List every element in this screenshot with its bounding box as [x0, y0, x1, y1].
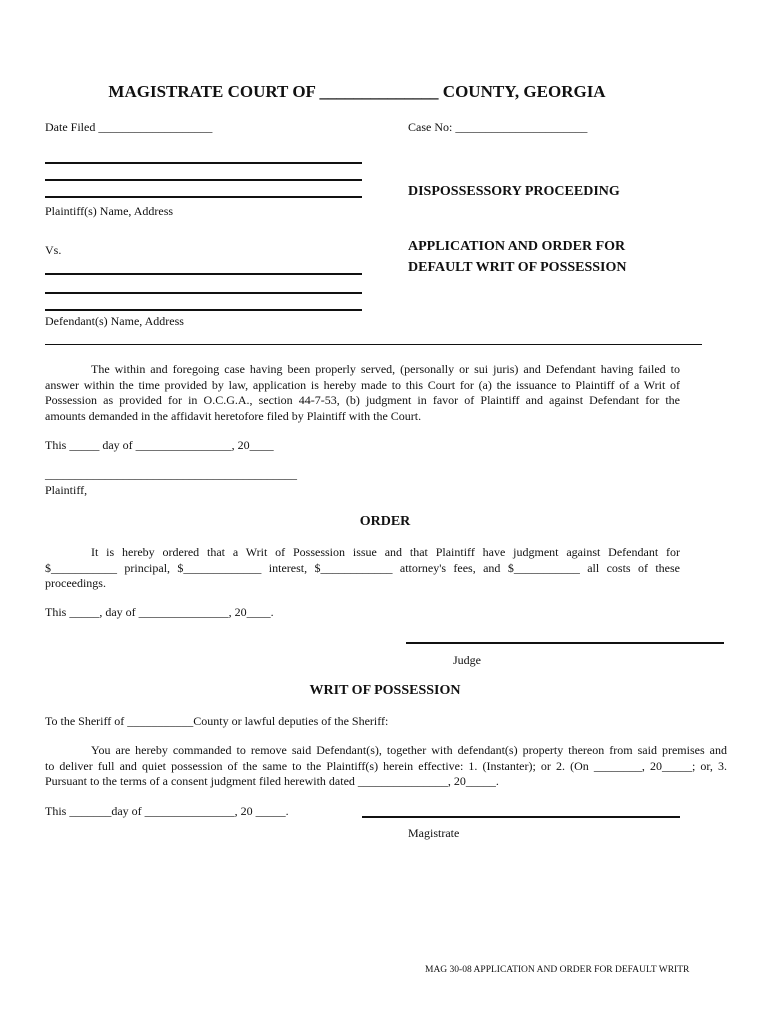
date-filed: Date Filed ___________________ [45, 120, 213, 134]
defendant-line-3 [45, 309, 362, 311]
writ-paragraph-line: You are hereby commanded to remove said Defendant(s), together with defendant(s) property thereon from said premises and [91, 743, 727, 757]
form-id-footer: MAG 30-08 APPLICATION AND ORDER FOR DEFAULT WRITR [425, 965, 690, 975]
judge-label: Judge [453, 653, 481, 667]
plaintiff-label: Plaintiff(s) Name, Address [45, 204, 174, 218]
plaintiff-signature-label: Plaintiff, [45, 483, 88, 497]
plaintiff-line-3 [45, 196, 362, 198]
proceeding-title: DISPOSSESSORY PROCEEDING [408, 184, 620, 199]
writ-paragraph [45, 743, 727, 790]
order-paragraph-line: It is hereby ordered that a Writ of Possession issue and that Plaintiff have judgment against Defendant for [91, 545, 680, 559]
application-paragraph-line: amounts demanded in the affidavit heretofore filed by Plaintiff with the Court. [45, 408, 422, 423]
writ-to-sheriff: To the Sheriff of ___________County or lawful deputies of the Sheriff: [45, 714, 389, 728]
order-date-line: This _____, day of _______________, 20____. [45, 605, 274, 619]
court-title: MAGISTRATE COURT OF ______________ COUNTY, GEORGIA [108, 82, 606, 101]
application-date-line: This _____ day of ________________, 20____ [45, 438, 274, 452]
versus-label: Vs. [45, 243, 62, 257]
writ-paragraph-line: Pursuant to the terms of a consent judgment filed herewith dated _______________, 20_____. [45, 774, 499, 788]
order-paragraph-line: proceedings. [45, 576, 106, 590]
plaintiff-line-1 [45, 162, 362, 164]
application-paragraph [45, 362, 680, 424]
defendant-line-1 [45, 273, 362, 275]
order-paragraph [45, 545, 680, 592]
defendant-line-2 [45, 292, 362, 294]
application-title-line1: APPLICATION AND ORDER FOR [408, 239, 626, 254]
application-paragraph-line: Possession as provided for in O.C.G.A., section 44-7-53, (b) judgment in favor of Plaintiff and against Defendant for the [45, 393, 680, 407]
defendant-label: Defendant(s) Name, Address [45, 314, 184, 328]
order-heading: ORDER [359, 514, 411, 529]
writ-paragraph-line: to deliver full and quiet possession of the same to the Plaintiff(s) herein effective: 1. (Instanter); or 2. (On ________, 20_____; or, 3. [45, 758, 727, 773]
application-title-line2: DEFAULT WRIT OF POSSESSION [408, 260, 627, 275]
order-paragraph-line: $___________ principal, $_____________ interest, $____________ attorney's fees, and $___________ all costs of these [45, 560, 680, 575]
magistrate-label: Magistrate [408, 826, 460, 840]
judge-signature-line [406, 642, 724, 644]
plaintiff-line-2 [45, 179, 362, 181]
case-number: Case No: ______________________ [408, 120, 588, 134]
writ-date-line: This _______day of _______________, 20 _____. [45, 804, 289, 818]
magistrate-signature-line [362, 816, 680, 818]
writ-heading: WRIT OF POSSESSION [309, 683, 461, 698]
application-paragraph-line: answer within the time provided by law, application is hereby made to this Court for (a) the issuance to Plaintiff of a Writ of [45, 377, 680, 392]
section-divider [45, 344, 702, 345]
application-paragraph-line: The within and foregoing case having been properly served, (personally or sui juris) and Defendant having failed to [91, 362, 680, 376]
plaintiff-signature-line: __________________________________________ [45, 467, 297, 481]
